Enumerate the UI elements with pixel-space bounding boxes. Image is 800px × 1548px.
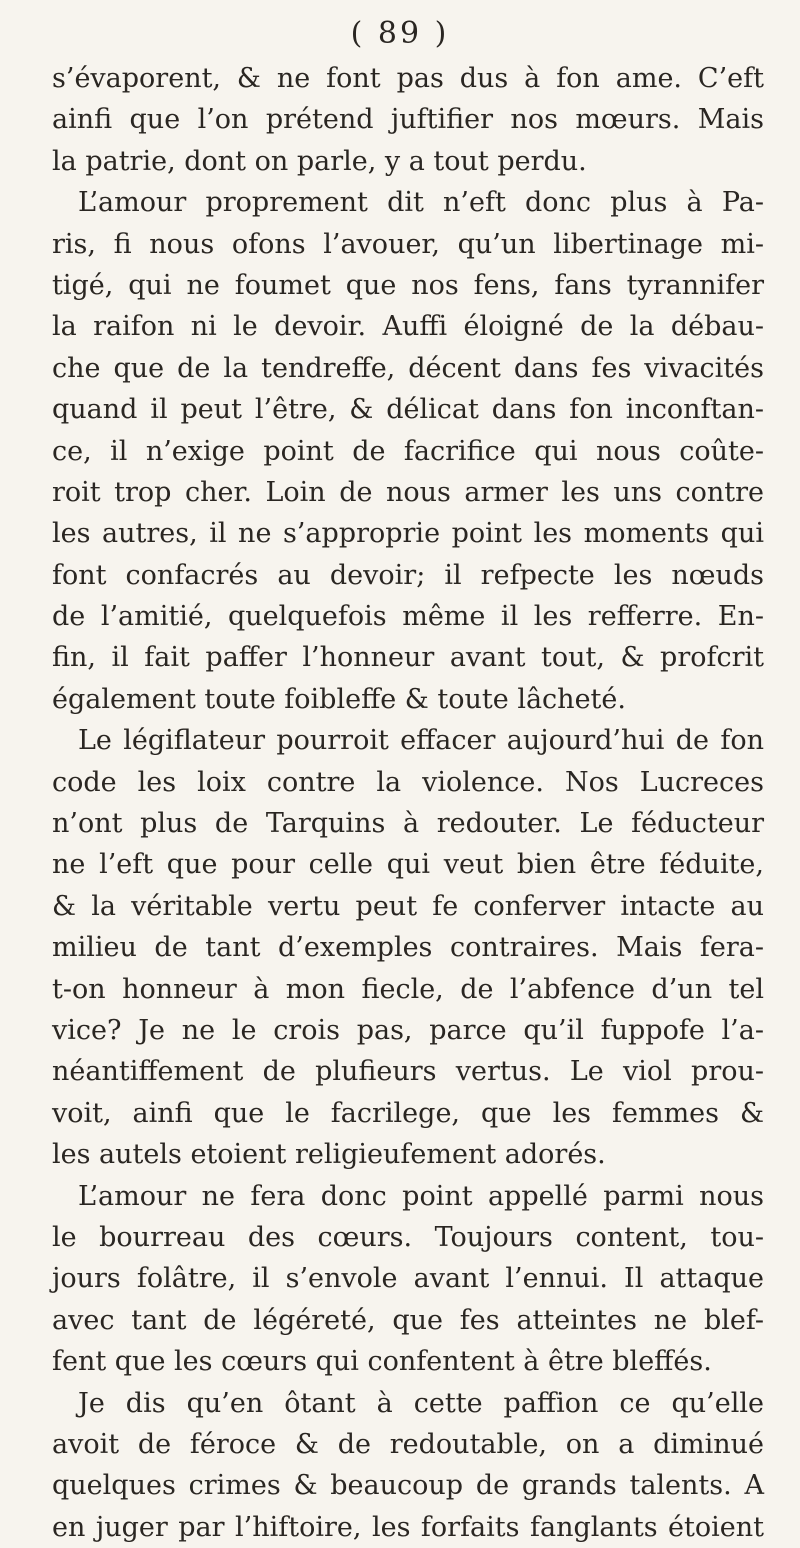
text-line: ris, fi nous ofons l’avouer, qu’un libertinage mi- <box>52 228 764 260</box>
text-line: en juger par l’hiftoire, les forfaits fanglants étoient <box>52 1511 764 1543</box>
text-line: ainfi que l’on prétend juftifier nos mœurs. Mais <box>52 104 764 136</box>
text-line: fent que les cœurs qui confentent à être bleffés. <box>52 1346 712 1378</box>
text-line: néantiffement de plufieurs vertus. Le viol prou- <box>52 1056 764 1088</box>
text-line: de l’amitié, quelquefois même il les refferre. En- <box>52 601 764 633</box>
text-line: avec tant de légéreté, que fes atteintes ne blef- <box>52 1304 764 1336</box>
page-number: ( 89 ) <box>350 16 450 51</box>
text-line: le bourreau des cœurs. Toujours content, tou- <box>52 1221 764 1253</box>
text-line: vice? Je ne le crois pas, parce qu’il fuppofe l’a- <box>52 1014 764 1046</box>
text-line: font confacrés au devoir; il refpecte les nœuds <box>52 559 764 591</box>
text-line: quelques crimes & beaucoup de grands talents. A <box>52 1470 764 1502</box>
text-line: jours folâtre, il s’envole avant l’ennui. Il attaque <box>52 1263 764 1295</box>
text-line: t-on honneur à mon fiecle, de l’abfence d’un tel <box>52 973 764 1005</box>
text-line: roit trop cher. Loin de nous armer les uns contre <box>52 476 764 508</box>
text-line: n’ont plus de Tarquins à redouter. Le féducteur <box>52 808 764 840</box>
text-line: tigé, qui ne foumet que nos fens, fans tyrannifer <box>52 269 764 301</box>
text-line: Le légiflateur pourroit effacer aujourd’hui de fon <box>78 725 764 757</box>
text-line: s’évaporent, & ne font pas dus à fon ame. C’eft <box>52 63 764 94</box>
text-line: la patrie, dont on parle, y a tout perdu. <box>52 145 587 177</box>
text-line: fin, il fait paffer l’honneur avant tout, & profcrit <box>52 642 764 674</box>
text-line: avoit de féroce & de redoutable, on a diminué <box>52 1428 764 1460</box>
text-line: Je dis qu’en ôtant à cette paffion ce qu’elle <box>78 1387 764 1419</box>
text-line: également toute foibleffe & toute lâcheté. <box>52 683 626 715</box>
text-line: ce, il n’exige point de facrifice qui nous coûte- <box>52 435 764 467</box>
text-line: ne l’eft que pour celle qui veut bien être féduite, <box>52 849 764 881</box>
text-line: quand il peut l’être, & délicat dans fon inconftan- <box>52 394 764 426</box>
text-line: L’amour proprement dit n’eft donc plus à Pa- <box>78 187 764 219</box>
text-line: voit, ainfi que le facrilege, que les femmes & <box>52 1097 764 1129</box>
text-line: che que de la tendreffe, décent dans fes vivacités <box>52 352 764 384</box>
text-line: code les loix contre la violence. Nos Lucreces <box>52 766 764 798</box>
text-line: milieu de tant d’exemples contraires. Mais fera- <box>52 932 764 964</box>
text-line: la raifon ni le devoir. Auffi éloigné de la débau- <box>52 311 764 343</box>
text-line: les autels etoient religieufement adorés. <box>52 1139 606 1171</box>
text-line: les autres, il ne s’approprie point les moments qui <box>52 518 764 550</box>
text-line: L’amour ne fera donc point appellé parmi nous <box>78 1180 764 1212</box>
text-line: & la véritable vertu peut fe conferver intacte au <box>52 890 764 922</box>
body-text <box>52 58 764 1548</box>
